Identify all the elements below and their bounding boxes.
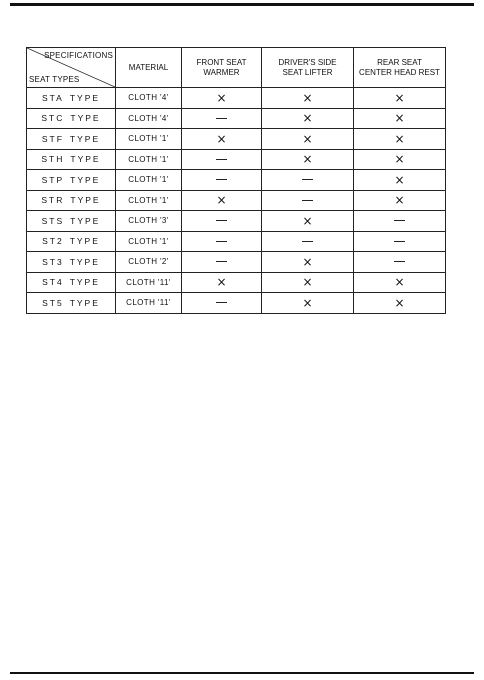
seat-type-suffix: TYPE (69, 236, 100, 247)
seat-type-cell (27, 129, 116, 150)
table-row (27, 272, 446, 293)
seat-type-code: ST2 (42, 236, 64, 247)
table-row (27, 149, 446, 170)
equipped-mark: × (394, 193, 405, 208)
material-cell: CLOTH '4' (116, 108, 182, 129)
rear-center-headrest-cell (354, 252, 446, 273)
equipped-mark: × (216, 131, 227, 146)
seat-type-suffix: TYPE (69, 256, 100, 267)
not-equipped-mark (394, 220, 405, 221)
equipped-mark: × (302, 254, 313, 269)
equipped-mark: × (394, 152, 405, 167)
front-seat-warmer-cell (182, 252, 262, 273)
drivers-seat-lifter-cell (262, 231, 354, 252)
drivers-seat-lifter-cell (262, 293, 354, 314)
seat-type-code: ST5 (42, 297, 64, 308)
seat-type-cell (27, 231, 116, 252)
drivers-seat-lifter-header-line1: DRIVER'S SIDE (278, 57, 337, 67)
material-cell: CLOTH '11' (116, 272, 182, 293)
equipped-mark: × (216, 275, 227, 290)
rear-center-headrest-header (354, 48, 446, 88)
material-cell: CLOTH '1' (116, 170, 182, 191)
seat-type-suffix: TYPE (70, 195, 101, 206)
equipped-mark: × (302, 111, 313, 126)
rear-center-headrest-header-line2: CENTER HEAD REST (359, 67, 440, 77)
equipped-mark: × (302, 90, 313, 105)
drivers-seat-lifter-header (262, 48, 354, 88)
not-equipped-mark (216, 118, 227, 119)
seat-type-cell (27, 88, 116, 109)
seat-type-code: STC (41, 113, 65, 124)
material-header-label: MATERIAL (128, 62, 169, 72)
drivers-seat-lifter-cell (262, 108, 354, 129)
rear-center-headrest-cell (354, 108, 446, 129)
seat-type-suffix: TYPE (69, 133, 101, 144)
rear-center-headrest-cell (354, 88, 446, 109)
equipped-mark: × (394, 90, 405, 105)
front-seat-warmer-cell (182, 272, 262, 293)
front-seat-warmer-header-line1: FRONT SEAT (196, 57, 247, 67)
material-cell: CLOTH '1' (116, 149, 182, 170)
not-equipped-mark (216, 179, 227, 180)
front-seat-warmer-cell (182, 190, 262, 211)
equipped-mark: × (302, 295, 313, 310)
table-row (27, 231, 446, 252)
seat-type-suffix: TYPE (70, 113, 101, 124)
seat-type-code: STH (41, 154, 65, 165)
seat-type-cell (27, 190, 116, 211)
seat-type-cell (27, 149, 116, 170)
equipped-mark: × (394, 172, 405, 187)
drivers-seat-lifter-cell (262, 211, 354, 232)
seat-specifications-table (26, 47, 446, 314)
table-row (27, 211, 446, 232)
seat-type-cell (27, 211, 116, 232)
material-cell: CLOTH '1' (116, 190, 182, 211)
front-seat-warmer-header (182, 48, 262, 88)
table-row (27, 293, 446, 314)
not-equipped-mark (394, 261, 405, 262)
seat-type-code: ST4 (42, 277, 64, 288)
seat-type-cell (27, 108, 116, 129)
not-equipped-mark (302, 179, 313, 180)
equipped-mark: × (302, 213, 313, 228)
material-cell: CLOTH '2' (116, 252, 182, 273)
seat-type-cell (27, 170, 116, 191)
table-row (27, 170, 446, 191)
rear-center-headrest-cell (354, 170, 446, 191)
seat-type-code: STA (41, 92, 64, 103)
bottom-rule (10, 672, 474, 674)
front-seat-warmer-cell (182, 170, 262, 191)
rear-center-headrest-cell (354, 272, 446, 293)
seat-type-cell (27, 293, 116, 314)
equipped-mark: × (394, 295, 405, 310)
front-seat-warmer-cell (182, 149, 262, 170)
rear-center-headrest-cell (354, 293, 446, 314)
drivers-seat-lifter-cell (262, 190, 354, 211)
seat-type-code: STR (41, 195, 65, 206)
equipped-mark: × (394, 131, 405, 146)
front-seat-warmer-header-line2: WARMER (203, 67, 240, 77)
material-cell: CLOTH '4' (116, 88, 182, 109)
table-row (27, 190, 446, 211)
not-equipped-mark (216, 241, 227, 242)
seat-type-cell (27, 252, 116, 273)
seat-type-code: STS (41, 215, 65, 226)
not-equipped-mark (302, 241, 313, 242)
front-seat-warmer-cell (182, 211, 262, 232)
seat-type-suffix: TYPE (69, 297, 100, 308)
table-body (27, 88, 446, 314)
seat-type-code: STF (41, 133, 64, 144)
equipped-mark: × (302, 152, 313, 167)
drivers-seat-lifter-cell (262, 170, 354, 191)
not-equipped-mark (216, 302, 227, 303)
drivers-seat-lifter-cell (262, 88, 354, 109)
table-row (27, 88, 446, 109)
seat-type-suffix: TYPE (70, 174, 101, 185)
rear-center-headrest-header-line1: REAR SEAT (377, 57, 422, 67)
top-rule (10, 3, 474, 6)
specifications-label: SPECIFICATIONS (44, 51, 113, 60)
equipped-mark: × (216, 193, 227, 208)
drivers-seat-lifter-cell (262, 252, 354, 273)
material-cell: CLOTH '11' (116, 293, 182, 314)
not-equipped-mark (394, 241, 405, 242)
seat-type-code: STP (41, 174, 65, 185)
front-seat-warmer-cell (182, 88, 262, 109)
front-seat-warmer-cell (182, 231, 262, 252)
equipped-mark: × (216, 90, 227, 105)
seat-type-suffix: TYPE (70, 154, 101, 165)
material-cell: CLOTH '1' (116, 129, 182, 150)
seat-type-code: ST3 (42, 256, 64, 267)
front-seat-warmer-cell (182, 108, 262, 129)
not-equipped-mark (216, 220, 227, 221)
table-row (27, 129, 446, 150)
rear-center-headrest-cell (354, 190, 446, 211)
rear-center-headrest-cell (354, 129, 446, 150)
rear-center-headrest-cell (354, 211, 446, 232)
not-equipped-mark (216, 159, 227, 160)
not-equipped-mark (302, 200, 313, 201)
front-seat-warmer-cell (182, 293, 262, 314)
seat-type-suffix: TYPE (69, 92, 101, 103)
drivers-seat-lifter-cell (262, 272, 354, 293)
seat-type-suffix: TYPE (70, 215, 101, 226)
material-cell: CLOTH '3' (116, 211, 182, 232)
drivers-seat-lifter-cell (262, 149, 354, 170)
not-equipped-mark (216, 261, 227, 262)
equipped-mark: × (302, 131, 313, 146)
material-cell: CLOTH '1' (116, 231, 182, 252)
drivers-seat-lifter-cell (262, 129, 354, 150)
table-row (27, 108, 446, 129)
table-row (27, 252, 446, 273)
seat-type-cell (27, 272, 116, 293)
front-seat-warmer-cell (182, 129, 262, 150)
seat-types-label: SEAT TYPES (29, 75, 80, 84)
equipped-mark: × (394, 275, 405, 290)
equipped-mark: × (394, 111, 405, 126)
equipped-mark: × (302, 275, 313, 290)
seat-type-suffix: TYPE (69, 277, 100, 288)
material-header (116, 48, 182, 88)
rear-center-headrest-cell (354, 231, 446, 252)
rear-center-headrest-cell (354, 149, 446, 170)
table-header-row (27, 48, 446, 88)
corner-header-cell (27, 48, 116, 88)
drivers-seat-lifter-header-line2: SEAT LIFTER (282, 67, 333, 77)
